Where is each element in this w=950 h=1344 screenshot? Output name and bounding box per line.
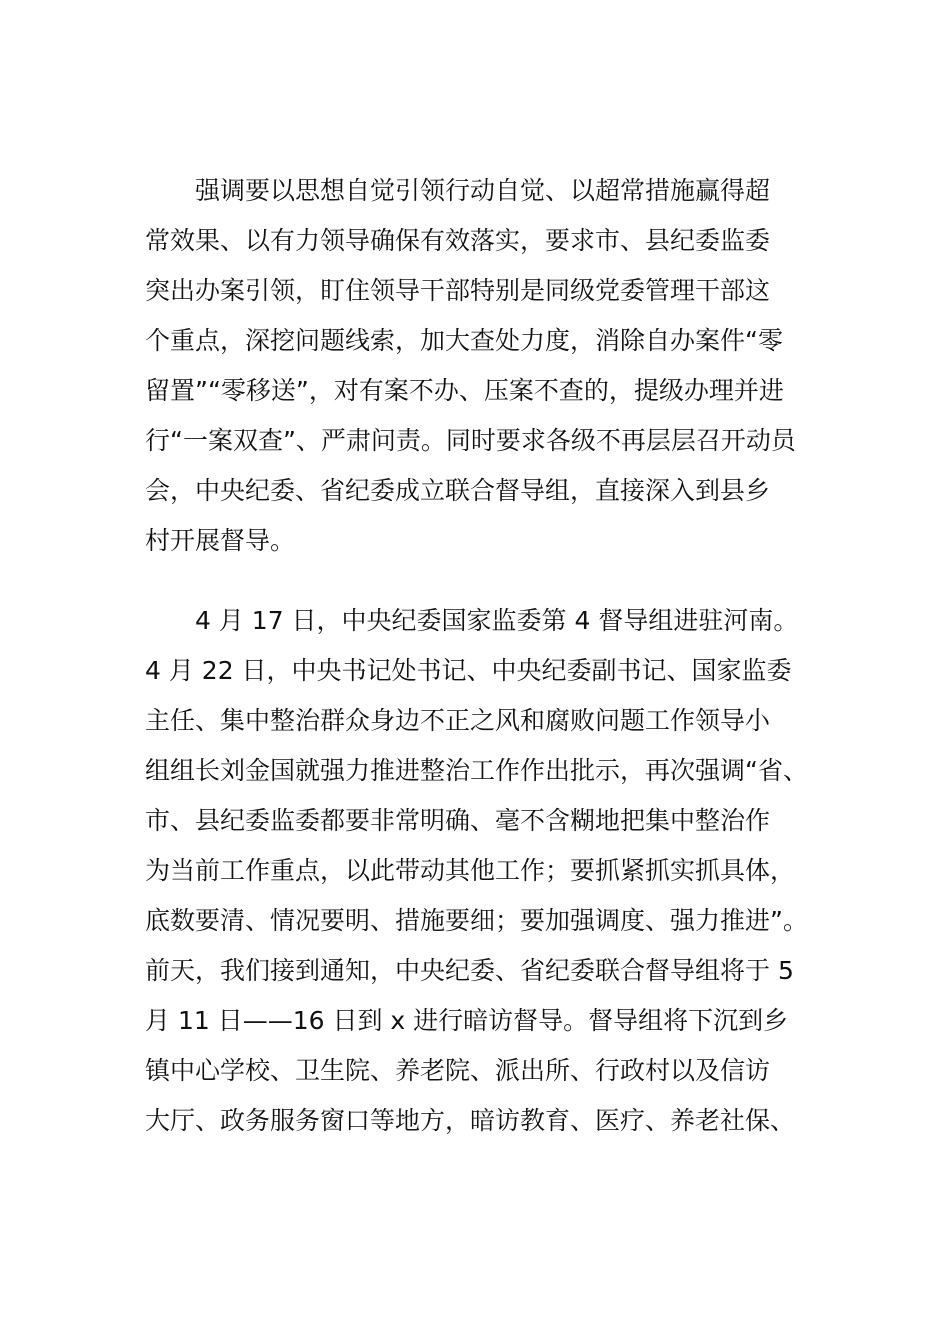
paragraph-2 [145, 596, 825, 1146]
text-line: 4 月 17 日，中央纪委国家监委第 4 督导组进驻河南。 [145, 606, 799, 635]
text-line: 个重点，深挖问题线索，加大查处力度，消除自办案件“零 [145, 326, 783, 355]
text-line: 村开展督导。 [145, 526, 296, 555]
text-line: 4 月 22 日，中央书记处书记、中央纪委副书记、国家监委 [145, 656, 792, 685]
text-line: 主任、集中整治群众身边不正之风和腐败问题工作领导小 [145, 706, 771, 735]
text-line: 行“一案双查”、严肃问责。同时要求各级不再层层召开动员 [145, 426, 796, 455]
text-line: 月 11 日——16 日到 x 进行暗访督导。督导组将下沉到乡 [145, 1006, 789, 1035]
text-line: 市、县纪委监委都要非常明确、毫不含糊地把集中整治作 [145, 806, 771, 835]
text-line: 大厅、政务服务窗口等地方，暗访教育、医疗、养老社保、 [145, 1106, 796, 1135]
text-line: 留置”“零移送”，对有案不办、压案不查的，提级办理并进 [145, 376, 784, 405]
text-line: 底数要清、情况要明、措施要细；要加强调度、强力推进”。 [145, 906, 808, 935]
text-line: 镇中心学校、卫生院、养老院、派出所、行政村以及信访 [145, 1056, 771, 1085]
text-line: 为当前工作重点，以此带动其他工作；要抓紧抓实抓具体， [145, 856, 796, 885]
text-line: 突出办案引领，盯住领导干部特别是同级党委管理干部这 [145, 276, 771, 305]
text-line: 会，中央纪委、省纪委成立联合督导组，直接深入到县乡 [145, 476, 771, 505]
text-line: 常效果、以有力领导确保有效落实，要求市、县纪委监委 [145, 226, 771, 255]
text-line: 前天，我们接到通知，中央纪委、省纪委联合督导组将于 5 [145, 956, 794, 985]
text-line: 组组长刘金国就强力推进整治工作作出批示，再次强调“省、 [145, 756, 808, 785]
paragraph-1 [145, 166, 825, 566]
text-line: 强调要以思想自觉引领行动自觉、以超常措施赢得超 [145, 176, 771, 205]
